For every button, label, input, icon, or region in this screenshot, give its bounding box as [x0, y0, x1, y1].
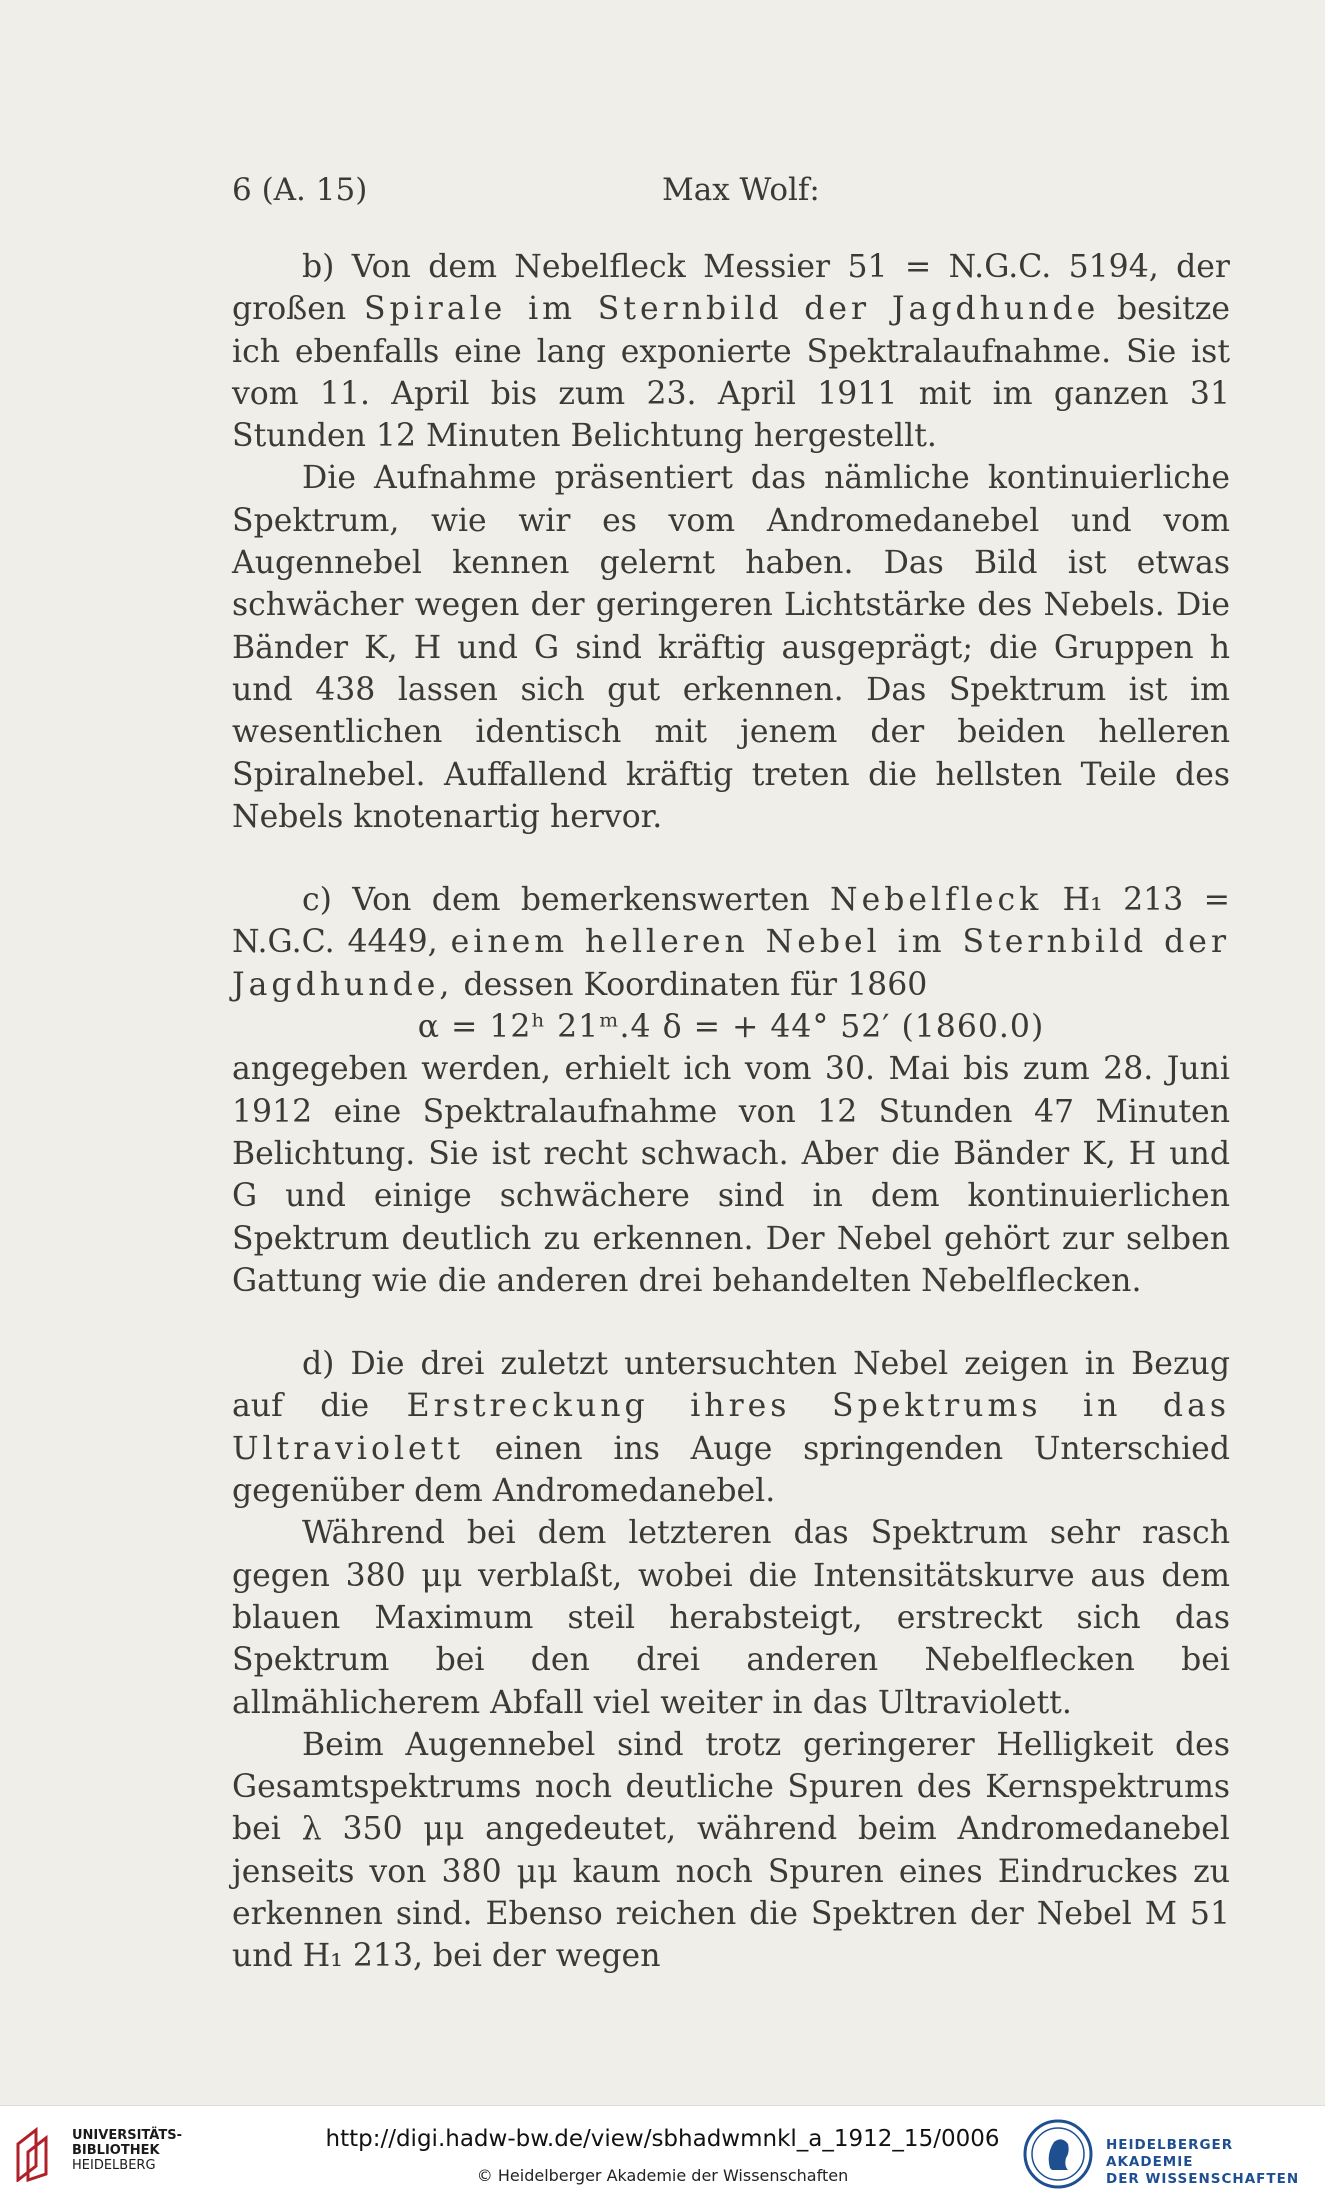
page-reference: 6 (A. 15) [232, 172, 368, 208]
paragraph-d-end: einen ins Auge springenden Unterschied gegenüber dem Andromedanebel. [232, 1430, 1230, 1510]
academy-line-2: DER WISSENSCHAFTEN [1106, 2171, 1300, 2187]
ub-line-3: HEIDELBERG [72, 2158, 156, 2173]
paragraph-c-spaced-1: Nebelfleck [830, 882, 1043, 919]
paragraph-b-start: b) Von dem Nebelfleck Messier 51 = N.G.C. 5194, der großen [232, 249, 1230, 328]
ub-line-2: BIBLIOTHEK [72, 2143, 160, 2158]
body-text [232, 246, 1230, 1978]
paragraph-b-2: Die Aufnahme präsentiert das nämliche kontinuierliche Spektrum, wie wir es vom Andromedanebel und vom Augennebel kennen gelernt haben. Das Bild ist etwas schwächer wegen der geringeren Lichtstärke des Nebels. Die Bänder K, H und G sind kräftig ausgeprägt; die Gruppen h und 438 lassen sich gut erkennen. Das Spektrum ist im wesentlichen identisch mit jenem der beiden helleren Spiralnebel. Auffallend kräftig treten die hellsten Teile des Nebels knotenartig hervor. [232, 460, 1230, 835]
paragraph-b [232, 246, 1230, 457]
paragraph-d-3: Beim Augennebel sind trotz geringerer Helligkeit des Gesamtspektrums noch deutliche Spuren des Kernspektrums bei λ 350 μμ angedeutet, während beim Andromedanebel jenseits von 380 μμ kaum noch Spuren eines Eindruckes zu erkennen sind. Ebenso reichen die Spektren der Nebel M 51 und H₁ 213, bei der wegen [232, 1726, 1230, 1975]
academy-seal-icon [1022, 2118, 1094, 2190]
ub-line-1: UNIVERSITÄTS- [72, 2128, 182, 2143]
coordinate-formula: α = 12ʰ 21ᵐ.4 δ = + 44° 52′ (1860.0) [417, 1009, 1045, 1046]
paragraph-b-rest: besitze ich ebenfalls eine lang exponierte Spektralaufnahme. Sie ist vom 11. April bis zum 23. April 1911 mit im ganzen 31 Stunden 12 Minuten Belichtung hergestellt. [232, 291, 1230, 455]
paragraph-d-spaced: Erstreckung ihres Spektrums in das Ultraviolett [232, 1388, 1231, 1467]
paragraph-d [232, 1343, 1230, 1512]
paragraph-c-start: c) Von dem bemerkenswerten [302, 882, 810, 919]
paragraph-c-2: angegeben werden, erhielt ich vom 30. Mai bis zum 28. Juni 1912 eine Spektralaufnahme von 12 Stunden 47 Minuten Belichtung. Sie ist recht schwach. Aber die Bänder K, H und G und einige schwächere sind in dem kontinuierlichen Spektrum deutlich zu erkennen. Der Nebel gehört zur selben Gattung wie die anderen drei behandelten Nebelflecken. [232, 1051, 1230, 1299]
paragraph-d-2: Während bei dem letzteren das Spektrum sehr rasch gegen 380 μμ verblaßt, wobei die Intensitätskurve aus dem blauen Maximum steil herabsteigt, erstreckt sich das Spektrum bei den drei anderen Nebelflecken bei allmählicherem Abfall viel weiter in das Ultraviolett. [232, 1515, 1230, 1721]
paragraph-d-start: d) Die drei zuletzt untersuchten Nebel zeigen in Bezug auf die [232, 1346, 1230, 1425]
paragraph-c-object: H₁ 213 = N.G.C. 4449, [232, 882, 1231, 961]
permalink-url[interactable]: http://digi.hadw-bw.de/view/sbhadwmnkl_a_1912_15/0006 [325, 2126, 1000, 2152]
viewer-footer [0, 2105, 1325, 2199]
paragraph-c-end: dessen Koordinaten für 1860 [463, 966, 928, 1003]
academy-name [1106, 2137, 1325, 2188]
paragraph-b-spaced: Spirale im Sternbild der Jagdhunde [363, 291, 1100, 328]
paragraph-c-spaced-2: einem helleren Nebel im Sternbild der Jagdhunde, [232, 924, 1231, 1003]
copyright-notice: © Heidelberger Akademie der Wissenschaften [476, 2166, 849, 2185]
academy-line-1: HEIDELBERGER AKADEMIE [1106, 2137, 1234, 2170]
paragraph-c [232, 879, 1230, 1006]
running-title: Max Wolf: [662, 172, 820, 208]
page-header [232, 172, 1232, 212]
